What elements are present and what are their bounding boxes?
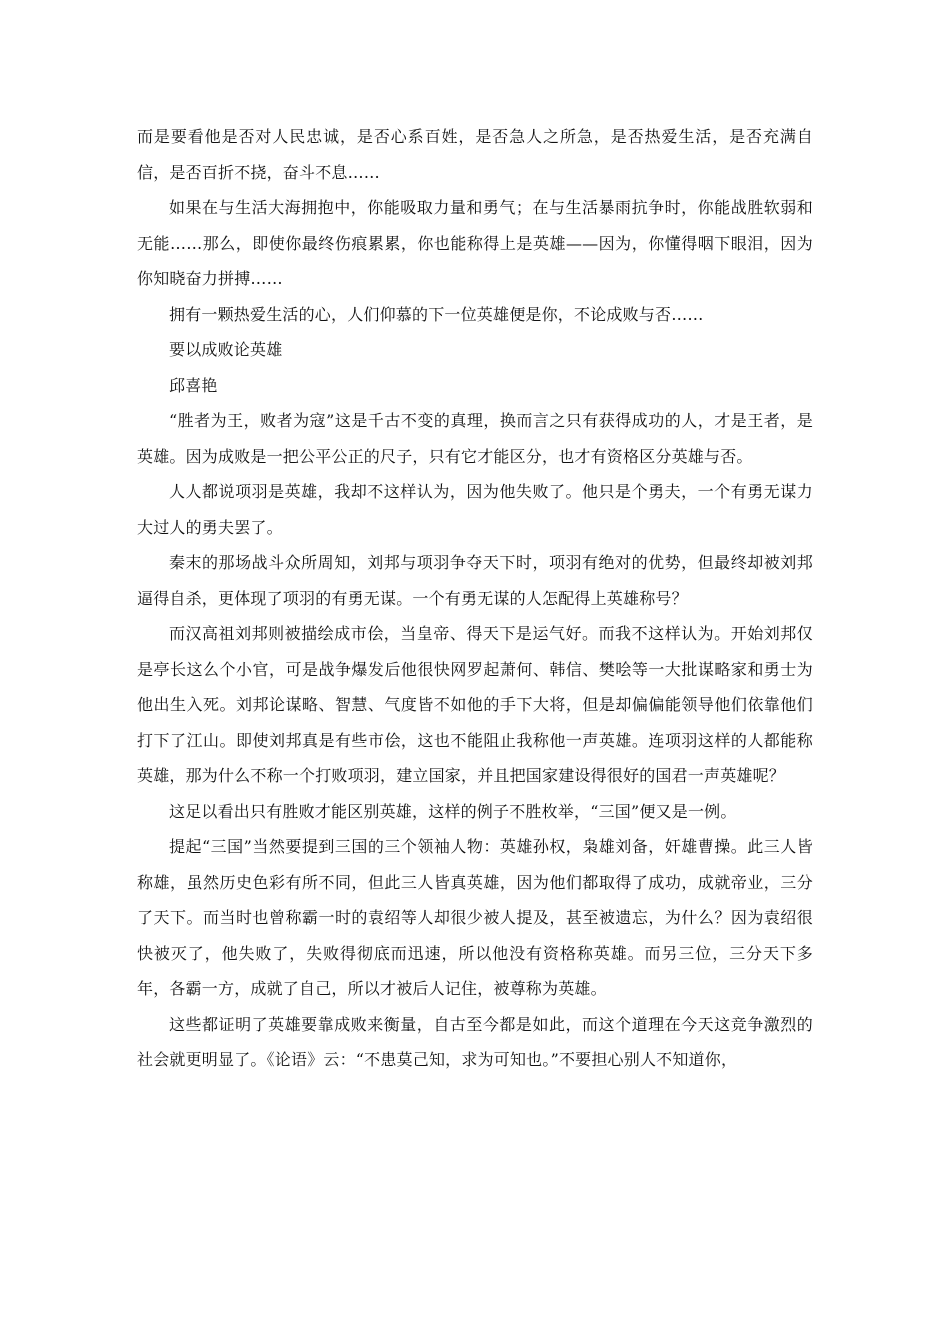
- paragraph: 这足以看出只有胜败才能区别英雄，这样的例子不胜枚举，“三国”便又是一例。: [169, 801, 737, 821]
- paragraph: “胜者为王，败者为寇”这是千古不变的真理，换而言之只有获得成功的人，才是王者，是英雄。因为成败是一把公平公正的尺子，只有它才能区分，也才有资格区分英雄与否。: [137, 411, 813, 466]
- essay-author: 邱喜艳: [169, 375, 218, 395]
- document-body: [137, 119, 813, 1078]
- paragraph: 如果在与生活大海拥抱中，你能吸取力量和勇气；在与生活暴雨抗争时，你能战胜软弱和无能……那么，即使你最终伤痕累累，你也能称得上是英雄——因为，你懂得咽下眼泪，因为你知晓奋力拼搏……: [137, 198, 813, 288]
- paragraph: 提起“三国”当然要提到三国的三个领袖人物：英雄孙权，枭雄刘备，奸雄曹操。此三人皆称雄，虽然历史色彩有所不同，但此三人皆真英雄，因为他们都取得了成功，成就帝业，三分了天下。而当时也曾称霸一时的袁绍等人却很少被人提及，甚至被遗忘，为什么？因为袁绍很快被灭了，他失败了，失败得彻底而迅速，所以他没有资格称英雄。而另三位，三分天下多年，各霸一方，成就了自己，所以才被后人记住，被尊称为英雄。: [137, 837, 813, 998]
- paragraph: 人人都说项羽是英雄，我却不这样认为，因为他失败了。他只是个勇夫，一个有勇无谋力大过人的勇夫罢了。: [137, 482, 813, 537]
- paragraph-continuation: 而是要看他是否对人民忠诚，是否心系百姓，是否急人之所急，是否热爱生活，是否充满自信，是否百折不挠，奋斗不息……: [137, 127, 813, 182]
- paragraph: 而汉高祖刘邦则被描绘成市侩，当皇帝、得天下是运气好。而我不这样认为。开始刘邦仅是亭长这么个小官，可是战争爆发后他很快网罗起萧何、韩信、樊哙等一大批谋略家和勇士为他出生入死。刘邦论谋略、智慧、气度皆不如他的手下大将，但是却偏偏能领导他们依靠他们打下了江山。即使刘邦真是有些市侩，这也不能阻止我称他一声英雄。连项羽这样的人都能称英雄，那为什么不称一个打败项羽，建立国家，并且把国家建设得很好的国君一声英雄呢？: [137, 624, 813, 785]
- essay-title: 要以成败论英雄: [169, 340, 283, 359]
- paragraph: 拥有一颗热爱生活的心，人们仰慕的下一位英雄便是你，不论成败与否……: [169, 304, 704, 324]
- paragraph: 秦末的那场战斗众所周知，刘邦与项羽争夺天下时，项羽有绝对的优势，但最终却被刘邦逼得自杀，更体现了项羽的有勇无谋。一个有勇无谋的人怎配得上英雄称号？: [137, 553, 813, 608]
- paragraph: 这些都证明了英雄要靠成败来衡量，自古至今都是如此，而这个道理在今天这竞争激烈的社会就更明显了。《论语》云：“不患莫己知，求为可知也。”不要担心别人不知道你，: [137, 1014, 813, 1069]
